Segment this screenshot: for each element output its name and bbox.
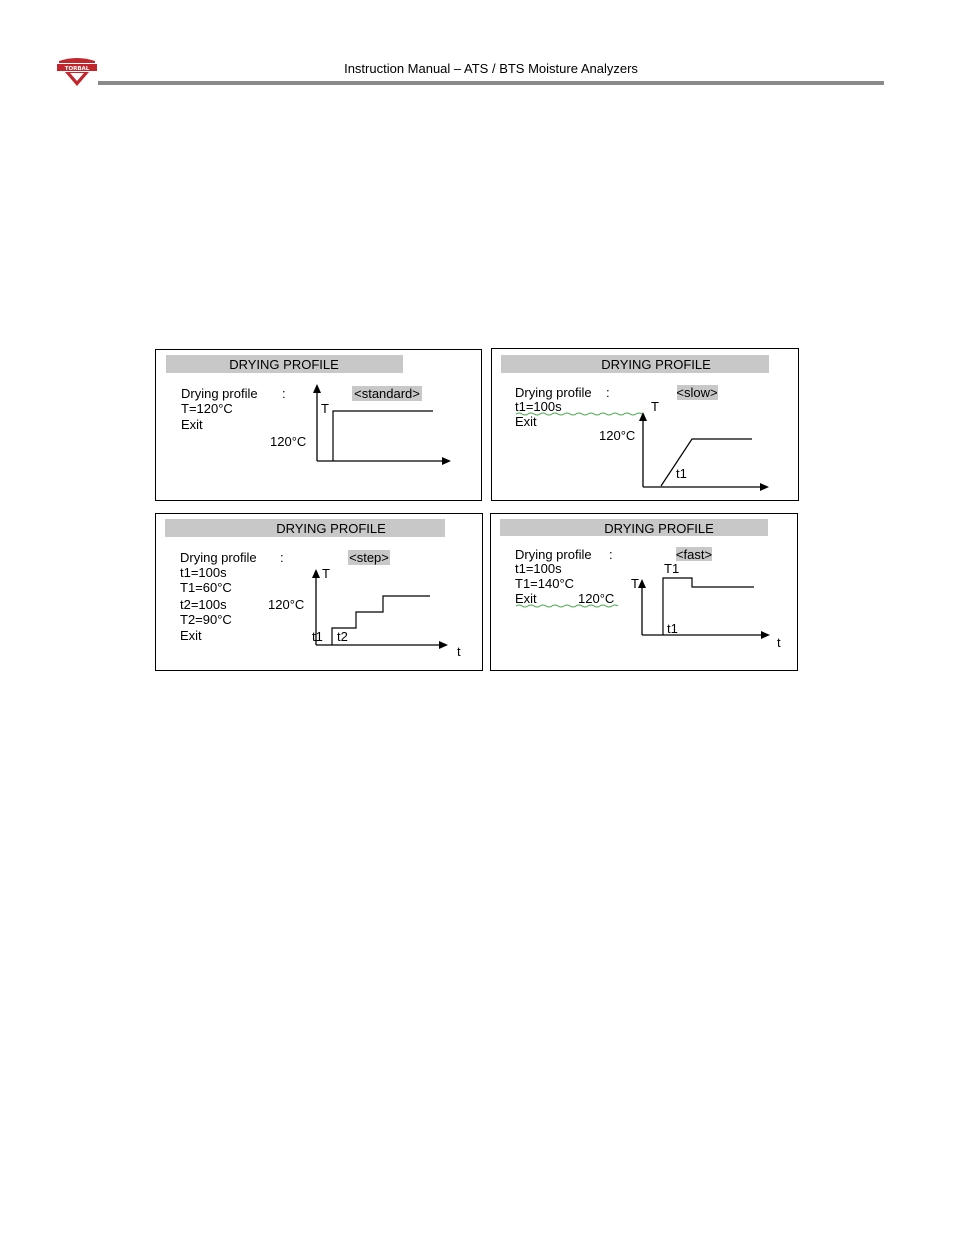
panel-slow (491, 348, 799, 501)
panel-standard (155, 349, 482, 501)
colon: : (609, 547, 613, 562)
panel-fast (490, 513, 798, 671)
colon: : (606, 385, 610, 400)
param-2: t2=100s (180, 597, 227, 612)
colon: : (282, 386, 286, 401)
profile-label: Drying profile (181, 386, 258, 401)
header-rule (98, 81, 884, 85)
t1-label: t1 (676, 466, 687, 481)
profile-label: Drying profile (515, 547, 592, 562)
param-2: Exit (515, 591, 537, 606)
panel-title: DRYING PROFILE (604, 521, 714, 536)
temp-label: 120°C (270, 434, 307, 449)
param-3: T2=90°C (180, 612, 232, 627)
profile-label: Drying profile (515, 385, 592, 400)
param-0: t1=100s (515, 399, 562, 414)
profile-label: Drying profile (180, 550, 257, 565)
axis-x-label: t (457, 644, 461, 659)
param-1: Exit (181, 417, 203, 432)
profile-value: <standard> (354, 386, 420, 401)
param-1: Exit (515, 414, 537, 429)
t1-label: t1 (312, 629, 323, 644)
profile-value: <fast> (675, 547, 713, 562)
colon: : (280, 550, 284, 565)
t1-label: t1 (667, 621, 678, 636)
panel-step (155, 513, 483, 671)
param-0: t1=100s (515, 561, 562, 576)
page-header-title: Instruction Manual – ATS / BTS Moisture Analyzers (344, 61, 638, 76)
param-0: t1=100s (180, 565, 227, 580)
temp-label: 120°C (268, 597, 305, 612)
temp-label: 120°C (599, 428, 636, 443)
profile-value: <slow> (676, 385, 718, 400)
axis-t-label: T (322, 566, 330, 581)
T1-label: T1 (664, 561, 680, 576)
logo-text: TORBAL (64, 66, 90, 72)
t2-label: t2 (337, 629, 348, 644)
axis-t-label: T (631, 576, 639, 591)
param-0: T=120°C (181, 401, 233, 416)
param-1: T1=140°C (515, 576, 575, 591)
axis-t-label: T (651, 399, 659, 414)
axis-t-label: T (321, 401, 329, 416)
param-1: T1=60°C (180, 580, 232, 595)
panel-title: DRYING PROFILE (229, 357, 339, 372)
panel-title: DRYING PROFILE (276, 521, 386, 536)
temp-label: 120°C (578, 591, 615, 606)
param-4: Exit (180, 628, 202, 643)
panel-title: DRYING PROFILE (601, 357, 711, 372)
profile-value: <step> (349, 550, 389, 565)
axis-x-label: t (777, 635, 781, 650)
